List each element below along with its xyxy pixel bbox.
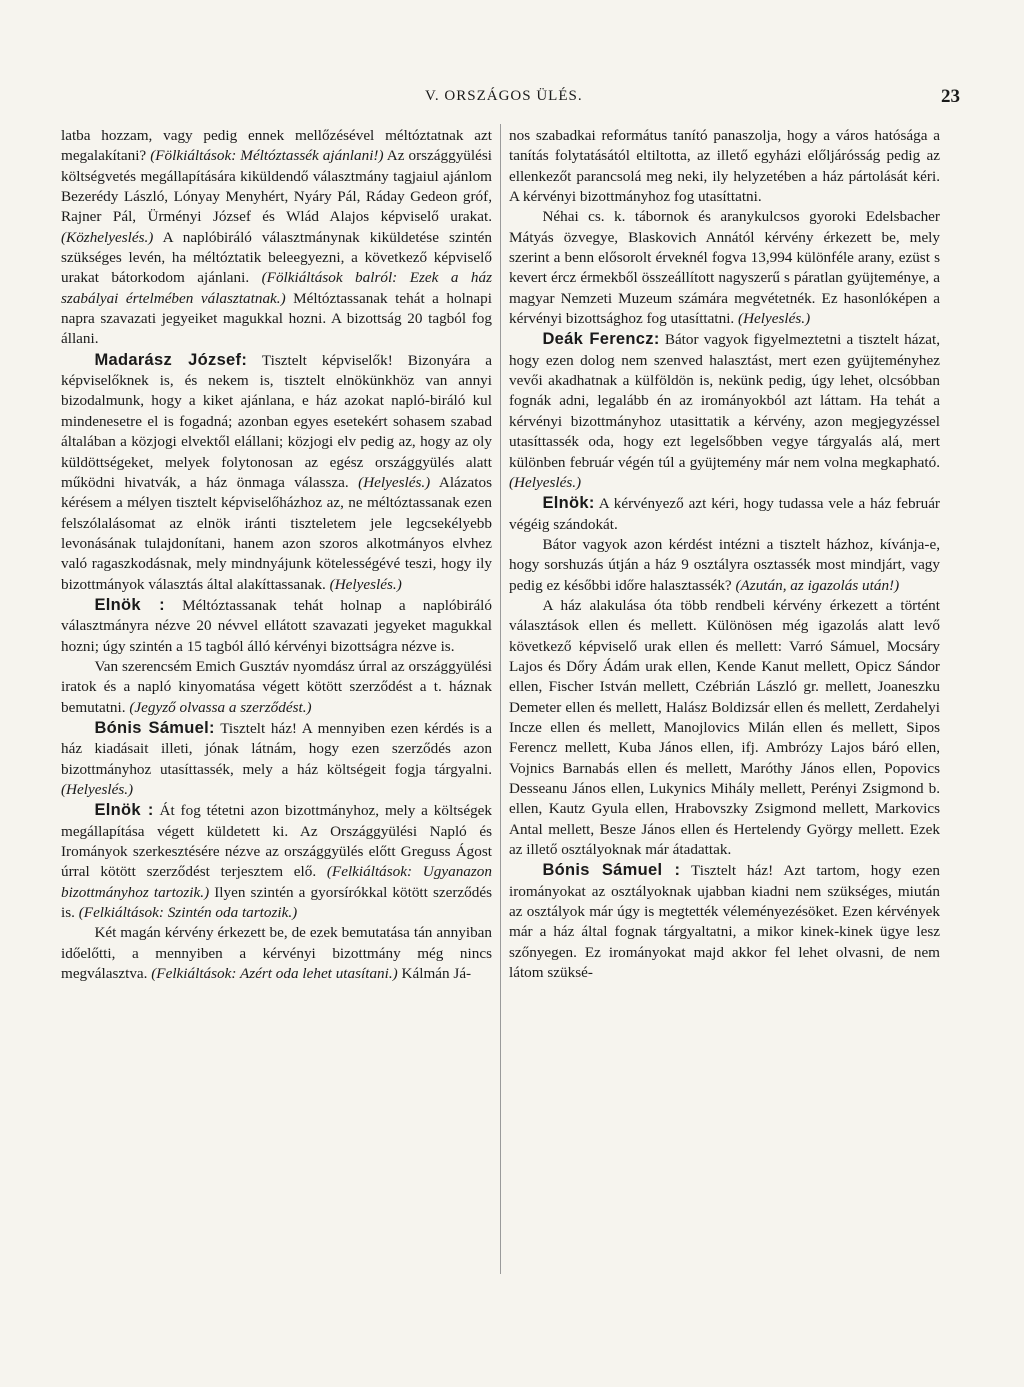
- text-run: Van szerencsém Emich Gusztáv nyomdász úrral az országgyülési iratok és a napló kinyomatása végett kötött szerződést a t. háznak bemutatni.: [61, 657, 492, 716]
- paragraph: [61, 718, 492, 800]
- running-head: V. ORSZÁGOS ÜLÉS.: [425, 88, 583, 104]
- page-number: 23: [941, 86, 960, 107]
- text-run: nos szabadkai református tanító panaszolja, hogy a város hatósága a tanítás folytatásától eltiltotta, az illető egyházi előljárósság pedig az ellenkezőt parancsolá meg neki, ily helyzetében a ház pártolását kéri. A kérvényi bizottmányhoz fog utasíttatni.: [509, 127, 940, 206]
- text-run: Bátor vagyok figyelmeztetni a tisztelt házat, hogy ezen dolog nem szenved halasztást, mert ezen gyüjteményhez vevői akadhatnak a külföldön is, nekünk pedig, úgy lehet, olcsóbban fognák adni, legalább én az irományokból azt láttam. Ha tehát a kérvényi bizottmányhoz utasittatik a kérvény, azon megjegyzéssel utasíttassék oda, hogy ezt legelsőbben vegye tárgyalás alá, mert különben február végén túl a gyüjtemény már nem volna megkapható.: [509, 331, 940, 471]
- interjection: (Fölkiáltások balról: Ezek a ház szabályai értelmében választatnak.): [61, 269, 492, 307]
- column-divider: [500, 124, 501, 1274]
- interjection: (Felkiáltások: Azért oda lehet utasítani.): [151, 965, 398, 983]
- speaker-name: Elnök :: [94, 801, 154, 820]
- page-header: [60, 88, 960, 110]
- paragraph: [509, 860, 940, 983]
- text-run: Ilyen szintén a gyorsírókkal kötött szerződés is.: [61, 883, 492, 922]
- interjection: (Közhelyeslés.): [61, 228, 154, 246]
- interjection: (Felkiáltások: Szintén oda tartozik.): [78, 904, 298, 922]
- left-column: [61, 126, 492, 984]
- speaker-name: Deák Ferencz:: [542, 330, 660, 349]
- text-run: Két magán kérvény érkezett be, de ezek bemutatása tán annyiban időelőtti, a mennyiben a kérvényi bizottmány még nincs megválasztva.: [61, 924, 492, 983]
- text-run: Kálmán Já-: [397, 965, 472, 983]
- interjection: (Helyeslés.): [358, 473, 431, 491]
- text-run: A ház alakulása óta több rendbeli kérvény érkezett a történt választások ellen és mellett. Különösen még igazolás alatt levő következő képviselő urak ellen és mellett: Varró Sámuel, Mocsáry Lajos és Dőry Ádám urak ellen, Kende Kanut mellett, Opicz Sándor ellen, Fischer István mellett, Czébrián László gr. mellett, Joaneszku Demeter ellen és mellett, Halász Boldizsár ellen és mellett, Zerdahelyi Incze ellen és mellett, Manojlovics Milán ellen és mellett, Sipos Ferencz mellett, Kuba János ellen, ifj. Ambrózy Lajos báró ellen, Vojnics Barnabás ellen és mellett, Maróthy János ellen, Popovics Desseanu János ellen, Lukynics Mihály mellett, Perényi Zsigmond b. ellen, Kautz Gyula ellen, Hrabovszky Zsigmond mellett, Markovics Antal mellett, Besze János ellen és Hertelendy György mellett. Ezek az illető osztályoknak már átadattak.: [509, 596, 940, 859]
- interjection: (Fölkiáltások: Méltóztassék ajánlani!): [150, 147, 384, 165]
- interjection: (Helyeslés.): [61, 781, 134, 798]
- speaker-name: Elnök :: [94, 595, 165, 614]
- interjection: (Helyeslés.): [509, 473, 582, 491]
- text-run: Az országgyülési költségvetés megállapítására kiküldendő választmány tagjaiul ajánlom Bezerédy László, Lónyay Menyhért, Nyáry Pál, Ráday Gedeon gróf, Rajner Pál, Ürményi József és Wlád Alajos képviselő urakat.: [61, 147, 492, 226]
- text-run: Át fog tétetni azon bizottmányhoz, mely a költségek megállapítása végett küldetett ki. Az Országgyülési Napló és Irományok szerkesztésére nézve az országgyülés előtt Greguss Ágost úrral kötött szerződést terjesztem elő.: [61, 802, 492, 881]
- interjection: (Helyeslés.): [738, 310, 811, 328]
- paragraph: [509, 126, 940, 207]
- text-run: Tisztelt ház! A mennyiben ezen kérdés is a ház kiadásait illeti, jónak látnám, hogy ezen szerződés azon bizottmányhoz utasíttassék, mely a ház költségeit fogja tárgyalni.: [61, 719, 492, 778]
- speaker-name: Bónis Sámuel :: [542, 861, 681, 880]
- paragraph: [61, 923, 492, 984]
- text-run: Alázatos kérésem a mélyen tisztelt képviselőházhoz az, ne méltóztassanak ezen felszólalásomat az elnök iránti tiszteletem jele legcsekélyebb levonásának tulajdonítani, hanem azon szoros alkotmányos elvhez való ragaszkodásnak, mely mindnyájunk kötelességévé teszi, hogy ily bizottmányok választás által alakíttassanak.: [61, 473, 493, 593]
- interjection: (Helyeslés.): [329, 575, 402, 593]
- paragraph: [61, 126, 492, 350]
- paragraph: [509, 493, 940, 535]
- paragraph: [509, 596, 940, 860]
- paragraph: [61, 657, 492, 718]
- paragraph: [509, 535, 940, 596]
- text-run: A naplóbiráló választmánynak kiküldetése szintén szükséges levén, ha méltóztatik beleegyezni, a következő képviselő urakat bátorkodom ajánlani.: [61, 228, 492, 287]
- text-run: Méltóztassanak tehát a holnapi napra szavazati jegyeiket magukkal hozni. A bizottság 20 tagból fog állani.: [61, 289, 492, 348]
- right-column: [509, 126, 940, 983]
- speaker-name: Madarász József:: [94, 350, 248, 369]
- text-run: A kérvényező azt kéri, hogy tudassa vele a ház február végéig szándokát.: [509, 495, 940, 533]
- paragraph: [509, 207, 940, 329]
- paragraph: [61, 800, 492, 923]
- text-run: latba hozzam, vagy pedig ennek mellőzésével méltóztatnak azt megalakítani?: [61, 127, 492, 165]
- speaker-name: Bónis Sámuel:: [94, 718, 215, 737]
- text-run: Néhai cs. k. tábornok és aranykulcsos gyoroki Edelsbacher Mátyás özvegye, Blaskovich Annától kérvény érkezett be, mely szerint a benn elősorolt érveknél fogva 13,994 különféle arany, ezüst s kevert ércz érmekből összeállított nagyszerű s páratlan gyüjteménye, a magyar Nemzeti Muzeum számára megvétetnék. Ez hasonlóképen a kérvényi bizottsághoz fog utasíttatni.: [509, 208, 940, 328]
- paragraph: [61, 595, 492, 657]
- text-run: Tisztelt képviselők! Bizonyára a képviselőknek is, és nekem is, tisztelt elnökünkhöz van annyi bizodalmunk, hogy a kiket ajánlana, e ház azokat napló-biráló kul mindenesetre el is fogadná; azonban egyes esetekért sohasem szabad általában a közjogi elvektől elállani; közjogi elv pedig az, hogy az oly küldöttségeket, melyek folytonosan az egész országgyülés alatt működni hivatvák, a ház önmaga válassza.: [61, 351, 492, 491]
- interjection: (Azután, az igazolás után!): [735, 576, 900, 594]
- interjection: (Felkiáltások: Ugyanazon bizottmányhoz tartozik.): [61, 863, 492, 901]
- speaker-name: Elnök:: [542, 494, 595, 513]
- text-run: Méltóztassanak tehát holnap a naplóbiráló választmányra nézve 20 névvel ellátott szavazati jegyeket magukkal hozni; úgy szintén a 15 tagból álló kérvényi bizottságra nézve is.: [61, 596, 492, 655]
- text-run: Tisztelt ház! Azt tartom, hogy ezen irományokat az osztályoknak ujabban kiadni nem szükséges, miután az osztályok már úgy is megtették véleményezésöket. Ezen kérvények már a ház által fognak tárgyaltatni, a mikor kinek-kinek ügye lesz szőnyegen. Ez irományokat majd akkor fel lehet olvasni, de nem látom szüksé-: [509, 862, 940, 982]
- paragraph: [61, 350, 492, 595]
- interjection: (Jegyző olvassa a szerződést.): [129, 698, 312, 716]
- text-run: Bátor vagyok azon kérdést intézni a tisztelt házhoz, kívánja-e, hogy sorshuzás útján a ház 9 osztályra osztassék most mindjárt, vagy pedig ez későbbi időre halasztassék?: [509, 535, 940, 594]
- paragraph: [509, 329, 940, 493]
